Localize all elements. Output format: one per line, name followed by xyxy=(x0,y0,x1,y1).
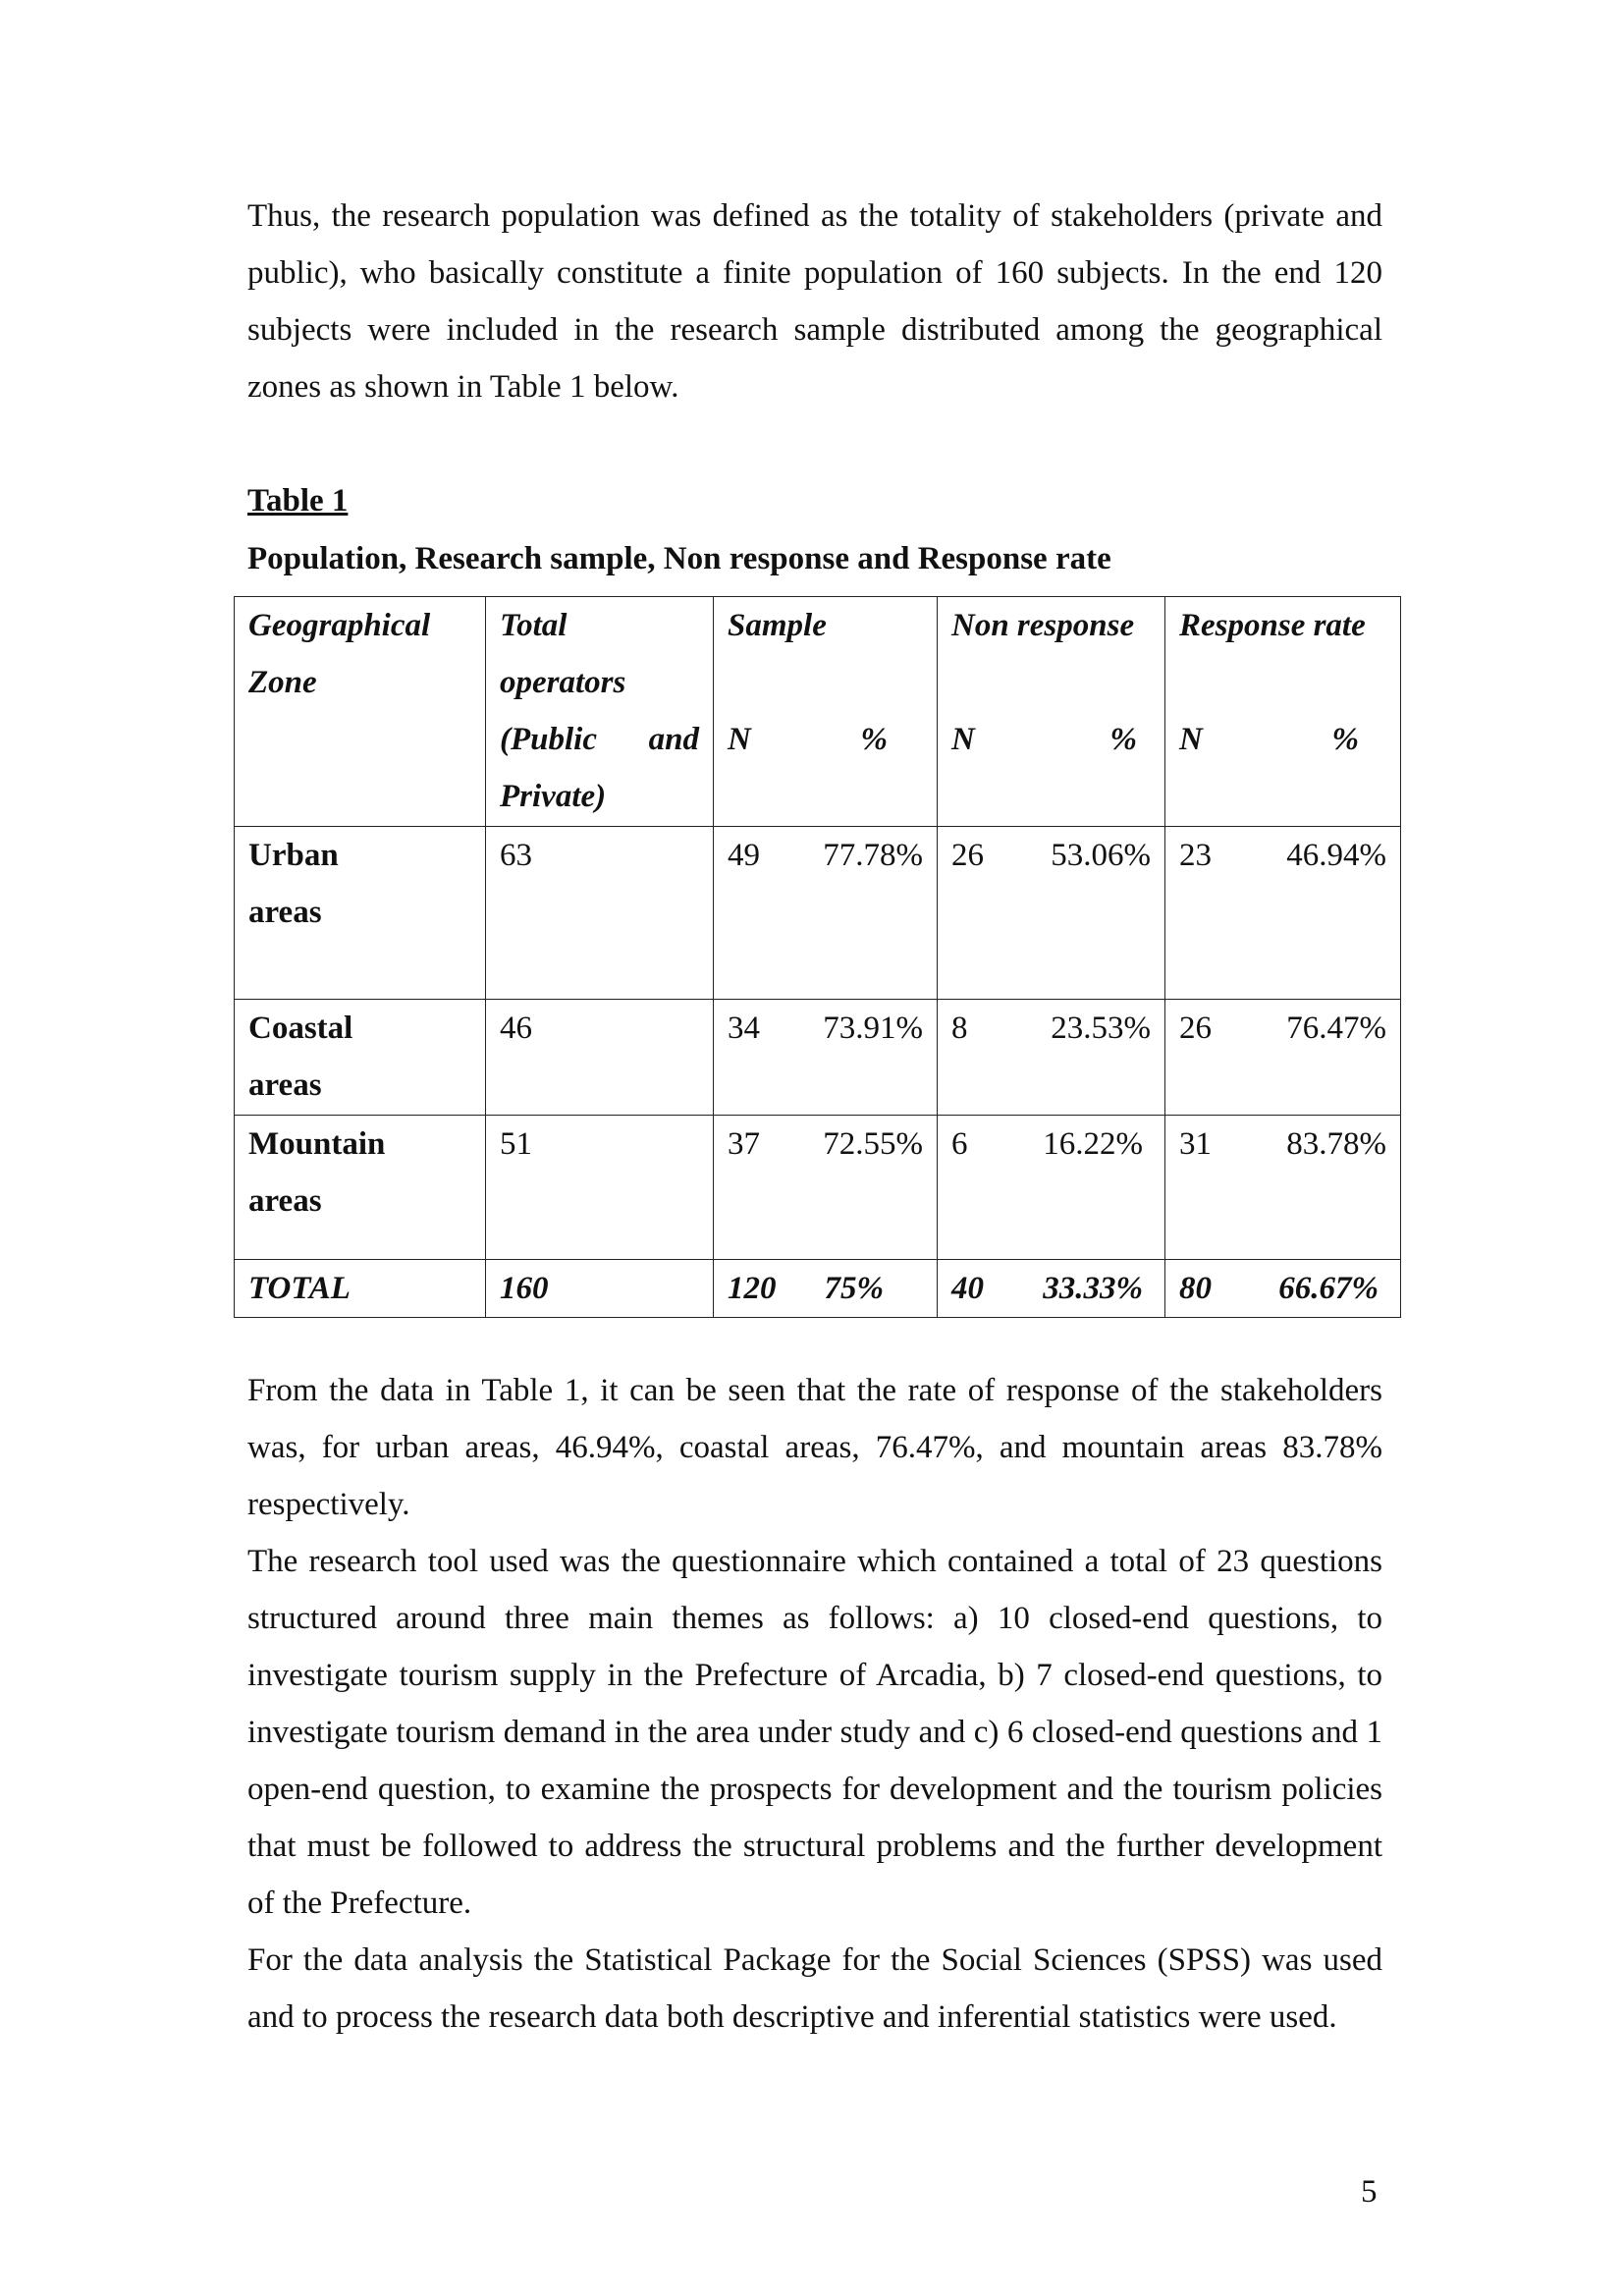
resp-cell xyxy=(1165,1116,1401,1260)
zone-name: Coastal xyxy=(248,1011,353,1046)
nonresp-cell xyxy=(938,1000,1165,1116)
zone-name-2: areas xyxy=(248,1183,322,1219)
nonresp-n: 26 xyxy=(951,838,984,873)
sample-n: 37 xyxy=(728,1126,760,1162)
zone-name-2: areas xyxy=(248,1067,322,1103)
nonresp-n: 6 xyxy=(951,1126,968,1162)
header-sample-sub xyxy=(728,711,923,768)
nonresp-cell xyxy=(938,827,1165,1000)
nonresp-cell xyxy=(938,1116,1165,1260)
paragraph-response-rates: From the data in Table 1, it can be seen that the rate of response of the stakeholders was, for urban areas, 46.94%, coastal areas, 76.47%, and mountain areas 83.78% respectively. xyxy=(247,1373,1382,1522)
resp-n: 31 xyxy=(1179,1126,1212,1162)
header-non-response-sub xyxy=(951,711,1151,768)
resp-pct: 83.78% xyxy=(1286,1126,1386,1162)
resp-cell xyxy=(1165,827,1401,1000)
header-zone xyxy=(235,597,486,827)
sample-pct: 72.55% xyxy=(823,1126,923,1162)
sample-cell xyxy=(714,827,938,1000)
nonresp-pct: 53.06% xyxy=(1051,838,1151,873)
zone-name-2: areas xyxy=(248,895,322,930)
row-zone xyxy=(235,1116,486,1260)
paragraph-intro: Thus, the research population was defined as the totality of stakeholders (private and public), who basically constitute a finite population of 160 subjects. In the end 120 subjects were included in the research sample distributed among the geographical zones as shown in Table 1 below. xyxy=(247,198,1382,405)
nonresp-n: 8 xyxy=(951,1011,968,1046)
total-nonresp-n: 40 xyxy=(951,1271,984,1306)
row-zone xyxy=(235,827,486,1000)
total-row-total: 160 xyxy=(486,1260,714,1318)
header-sample-label: Sample xyxy=(728,608,827,643)
total-sample-n: 120 xyxy=(728,1271,777,1306)
table-row xyxy=(235,827,1401,1000)
header-response-pct: % xyxy=(1331,722,1359,757)
header-non-response-pct: % xyxy=(1109,722,1137,757)
paragraph-research-tool: The research tool used was the questionnaire which contained a total of 23 questions structured around three main themes as follows: a) 10 closed-end questions, to investigate tourism supply in the Prefecture of Arcadia, b) 7 closed-end questions, to investigate tourism demand in the area under study and c) 6 closed-end questions and 1 open-end question, to examine the prospects for development and the tourism policies that must be followed to address the structural problems and the further development of the Prefecture. xyxy=(247,1544,1382,1921)
data-table xyxy=(234,596,1401,1318)
header-sample xyxy=(714,597,938,827)
header-zone-line1: Geographical xyxy=(248,608,431,643)
nonresp-pct: 23.53% xyxy=(1051,1011,1151,1046)
resp-n: 23 xyxy=(1179,838,1212,873)
header-sample-pct: % xyxy=(860,722,888,757)
total-cell: 51 xyxy=(486,1116,714,1260)
sample-pct: 73.91% xyxy=(823,1011,923,1046)
header-sample-n: N xyxy=(728,722,751,757)
header-response-rate-sub xyxy=(1179,711,1386,768)
sample-n: 49 xyxy=(728,838,760,873)
resp-pct: 76.47% xyxy=(1286,1011,1386,1046)
header-total-line3a: (Public xyxy=(500,722,597,757)
header-response-rate-label: Response rate xyxy=(1179,608,1366,643)
table-header-row xyxy=(235,597,1401,827)
total-nonresp-pct: 33.33% xyxy=(1043,1271,1143,1306)
header-response-rate xyxy=(1165,597,1401,827)
total-row-label: TOTAL xyxy=(235,1260,486,1318)
table-title: Table 1 xyxy=(247,483,349,519)
header-non-response-label: Non response xyxy=(951,608,1135,643)
header-total-line4: Private) xyxy=(500,779,607,814)
total-row-resp xyxy=(1165,1260,1401,1318)
header-total-line3 xyxy=(500,711,699,768)
page-number: 5 xyxy=(1361,2174,1378,2210)
sample-n: 34 xyxy=(728,1011,760,1046)
total-row-nonresp xyxy=(938,1260,1165,1318)
header-total-line2: operators xyxy=(500,665,626,700)
total-resp-pct: 66.67% xyxy=(1278,1271,1379,1306)
total-cell: 63 xyxy=(486,827,714,1000)
total-row-sample xyxy=(714,1260,938,1318)
zone-name: Urban xyxy=(248,838,339,873)
total-sample-pct: 75% xyxy=(824,1271,884,1306)
header-non-response xyxy=(938,597,1165,827)
sample-cell xyxy=(714,1000,938,1116)
sample-pct: 77.78% xyxy=(823,838,923,873)
header-total-line3b: and xyxy=(648,722,699,757)
sample-cell xyxy=(714,1116,938,1260)
table-row xyxy=(235,1116,1401,1260)
table-total-row xyxy=(235,1260,1401,1318)
total-resp-n: 80 xyxy=(1179,1271,1212,1306)
row-zone xyxy=(235,1000,486,1116)
header-response-n: N xyxy=(1179,722,1203,757)
header-non-response-n: N xyxy=(951,722,975,757)
resp-n: 26 xyxy=(1179,1011,1212,1046)
total-cell: 46 xyxy=(486,1000,714,1116)
header-total xyxy=(486,597,714,827)
table-caption: Population, Research sample, Non response and Response rate xyxy=(247,541,1111,576)
header-zone-line2: Zone xyxy=(248,665,317,700)
resp-pct: 46.94% xyxy=(1286,838,1386,873)
resp-cell xyxy=(1165,1000,1401,1116)
paragraph-data-analysis: For the data analysis the Statistical Package for the Social Sciences (SPSS) was used and to process the research data both descriptive and inferential statistics were used. xyxy=(247,1942,1382,2035)
table-row xyxy=(235,1000,1401,1116)
header-total-line1: Total xyxy=(500,608,568,643)
nonresp-pct: 16.22% xyxy=(1043,1126,1143,1162)
zone-name: Mountain xyxy=(248,1126,386,1162)
